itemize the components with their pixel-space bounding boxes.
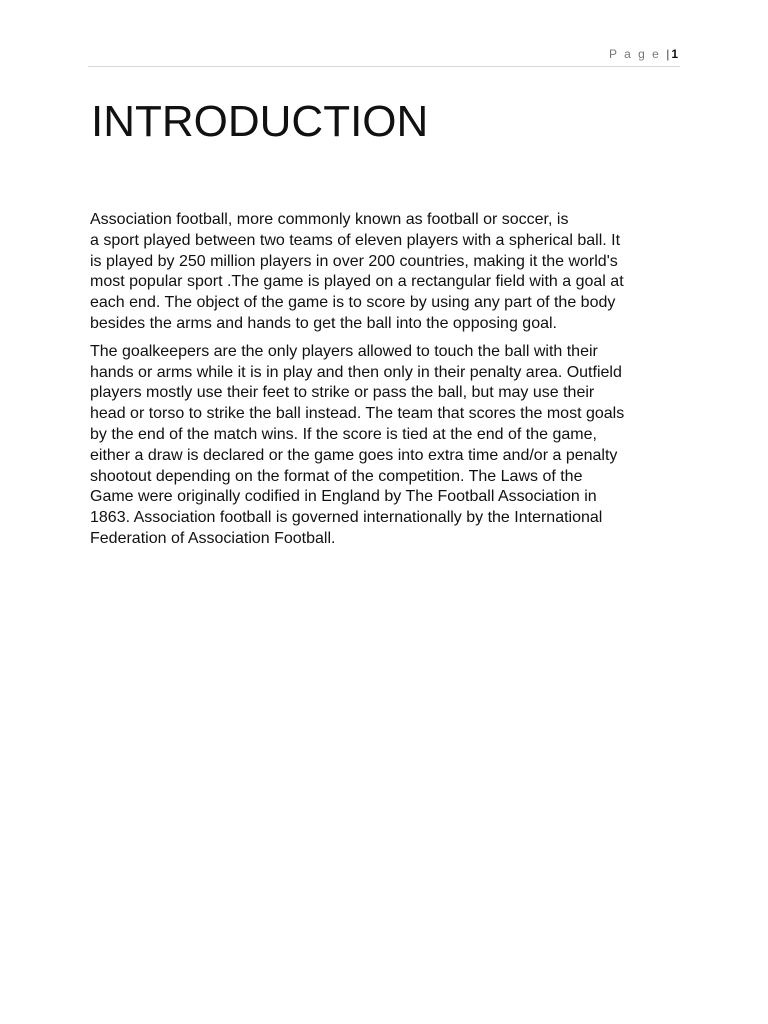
document-title: INTRODUCTION [91,97,429,146]
paragraph-line: Federation of Association Football. [90,529,336,547]
paragraph-line: most popular sport .The game is played on a rectangular field with a goal at [90,273,624,291]
paragraph-line: The goalkeepers are the only players allowed to touch the ball with their [90,342,598,360]
page-header [88,44,680,67]
paragraph-line: Game were originally codified in England by The Football Association in [90,488,597,506]
paragraph-line: head or torso to strike the ball instead. The team that scores the most goals [90,405,625,423]
paragraph-line: each end. The object of the game is to score by using any part of the body [90,294,616,312]
paragraph-line: besides the arms and hands to get the ball into the opposing goal. [90,314,557,332]
paragraph-2 [90,342,682,550]
paragraph-line: Association football, more commonly known as football or soccer, is [90,211,569,228]
paragraph-line: is played by 250 million players in over 200 countries, making it the world's [90,252,618,270]
page-separator: | [666,47,670,61]
page-label: P a g e [609,47,661,61]
paragraph-line: 1863. Association football is governed internationally by the International [90,509,603,527]
page-number-indicator [609,47,678,61]
paragraph-line: a sport played between two teams of eleven players with a spherical ball. It [90,231,621,249]
paragraph-line: shootout depending on the format of the competition. The Laws of the [90,467,583,485]
paragraph-line: players mostly use their feet to strike or pass the ball, but may use their [90,384,595,402]
paragraph-line: by the end of the match wins. If the score is tied at the end of the game, [90,425,597,443]
paragraph-1 [90,210,682,335]
document-body [90,210,682,557]
paragraph-line: either a draw is declared or the game goes into extra time and/or a penalty [90,446,618,464]
paragraph-line: hands or arms while it is in play and then only in their penalty area. Outfield [90,363,622,381]
page-number: 1 [671,47,678,61]
